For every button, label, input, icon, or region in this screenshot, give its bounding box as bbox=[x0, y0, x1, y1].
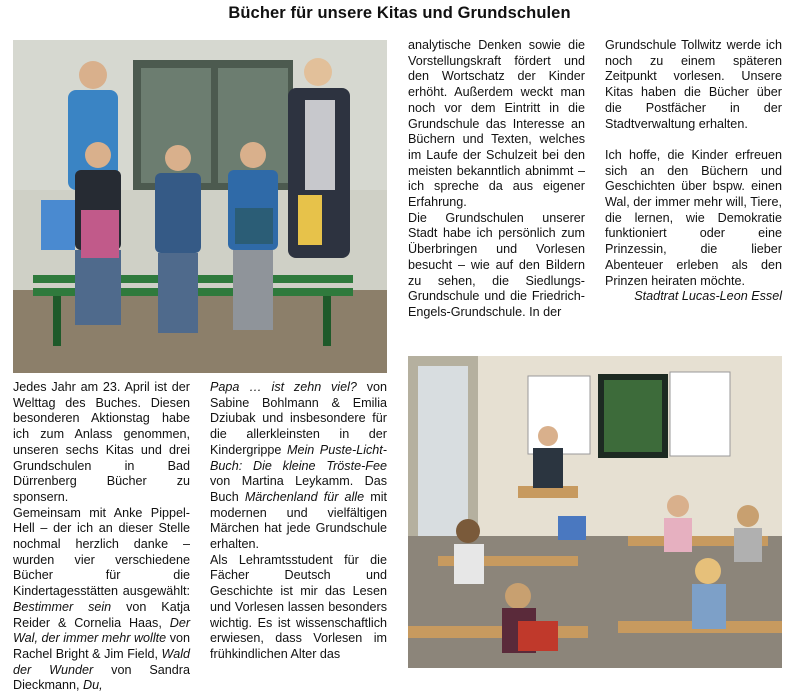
photo-classroom bbox=[408, 356, 782, 668]
book-title-5: Mein Puste-Licht-Buch: Die kleine Tröste-Fee bbox=[210, 442, 387, 473]
article-column-3 bbox=[408, 38, 585, 321]
article-column-2 bbox=[210, 380, 387, 663]
paragraph-books-lead: Gemeinsam mit Anke Pippel-Hell – der ich an dieser Stelle nochmal herzlich danke – wurden vier verschiedene Bücher für die Kindertagesstätten ausgewählt: bbox=[13, 505, 190, 599]
paragraph-thinking: analytische Denken sowie die Vorstellungskraft fördert und den Wortschatz der Kinder erhöht. Außerdem weckt man noch vor dem Eintritt in die Grundschule das Interesse an Büchern und Texten, welches im Laufe der Schulzeit bei den meisten bekanntlich abnimmt – ich spreche da aus eigener Erfahrung. bbox=[408, 38, 585, 210]
paragraph-visits: Die Grundschulen unserer Stadt habe ich persönlich zum Überbringen und Vorlesen besucht – wie auf den Bildern zu sehen, die Siedlungs-Grundschule und die Friedrich-Engels-Grundschule. In der bbox=[408, 210, 585, 319]
paragraph-intro: Jedes Jahr am 23. April ist der Welttag des Buches. Diesen besonderen Aktionstag habe ich zum Anlass genommen, unseren sechs Kitas und drei Grundschulen in Bad Dürrenberg Bücher zu sponsern. bbox=[13, 380, 190, 504]
book-title-2: Der Wal, der immer mehr wollte bbox=[13, 615, 191, 646]
book-author-5: von Martina Leykamm. Das Buch bbox=[210, 474, 387, 504]
paragraph-student: Als Lehramtsstudent für die Fächer Deutsch und Geschichte ist mir das Lesen und Vorlesen lassen besonders wichtig. Es ist wissenschaftlich erwiesen, dass Vorlesen im frühkindlichen Alter das bbox=[210, 552, 387, 661]
paragraph-books-intro bbox=[13, 506, 190, 694]
book-title-4-start: Du, bbox=[83, 678, 103, 693]
book-title-4-end: Papa … ist zehn viel? bbox=[210, 380, 357, 394]
paragraph-books-cont bbox=[210, 380, 387, 553]
paragraph-hope: Ich hoffe, die Kinder erfreuen sich an den Büchern und Geschichten über bspw. einen Wal, der immer mehr will, Tiere, die lernen, wie Demokratie funktioniert oder eine Prinzessin, die lieber Abenteuer erleben als den Prinzen heiraten möchte. bbox=[605, 147, 782, 288]
book-author-1: von Katja Reider & Cornelia Haas, bbox=[13, 599, 191, 630]
book-title-1: Bestimmer sein bbox=[13, 599, 112, 614]
paragraph-tollwitz: Grundschule Tollwitz werde ich noch zu einem späteren Zeitpunkt vorlesen. Unsere Kitas haben die Bücher über die Postfächer in der Stadtverwaltung erhalten. bbox=[605, 38, 782, 131]
article-column-4 bbox=[605, 38, 782, 305]
article-title: Bücher für unsere Kitas und Grundschulen bbox=[228, 4, 571, 22]
book-author-4: von Sabine Bohlmann & Emilia Dziubak und insbesondere für die allerkleinsten in der Kindergrippe bbox=[210, 380, 387, 457]
author-signature: Stadtrat Lucas-Leon Essel bbox=[634, 289, 782, 304]
book-desc-6: mit modernen und vielfältigen Märchen hat jede Grundschule erhalten. bbox=[210, 489, 387, 552]
article-column-1 bbox=[13, 380, 190, 694]
photo-bench-group bbox=[13, 40, 387, 373]
book-author-2: von Rachel Bright & Jim Field, bbox=[13, 631, 190, 661]
book-author-3: von Sandra Dieckmann, bbox=[13, 662, 190, 693]
book-title-3: Wald der Wunder bbox=[13, 646, 190, 677]
book-title-6: Märchenland für alle bbox=[244, 489, 365, 504]
